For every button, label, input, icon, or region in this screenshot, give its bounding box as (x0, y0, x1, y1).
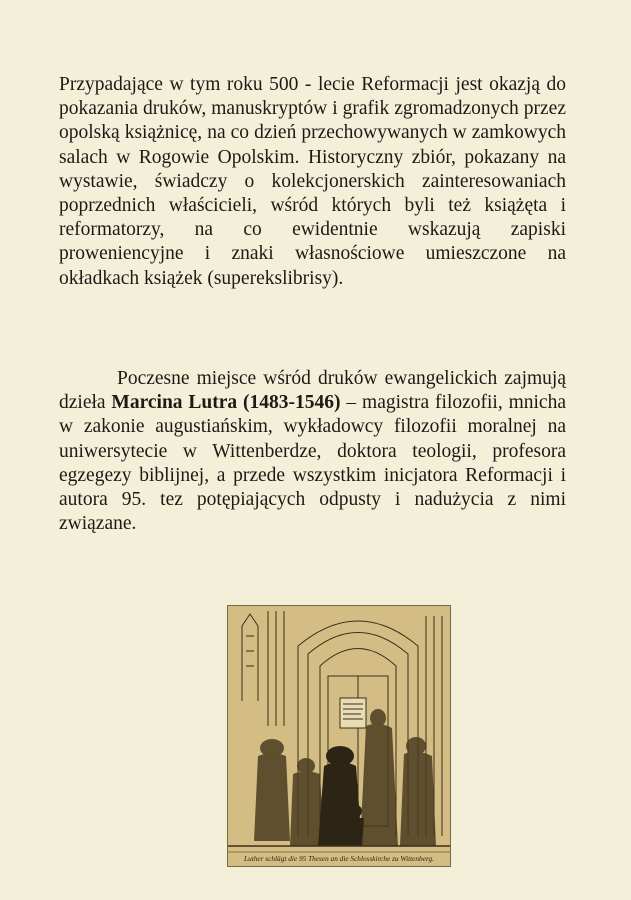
paragraph-luther-intro: Poczesne miejsce wśród druków ewangelickich zajmują dzieła (59, 368, 566, 414)
engraving-caption: Luther schlägt die 95 Thesen an die Schlosskirche zu Wittenberg. (244, 854, 434, 863)
luther-theses-engraving (227, 605, 451, 867)
paragraph-luther-works (59, 367, 566, 536)
paragraph-luther-rest: – magistra filozofii, mnicha w zakonie augustiańskim, wykładowcy filozofii moralnej na uniwersytecie w Wittenberdze, doktora teologii, profesora egzegezy biblijnej, a przede wszystkim inicjatora Reformacji i autora 95. tez potępiających odpusty i nadużycia z nimi związane. (59, 392, 566, 535)
paragraph-reformation-anniversary: Przypadające w tym roku 500 - lecie Reformacji jest okazją do pokazania druków, manuskryptów i grafik zgromadzonych przez opolską książnicę, na co dzień przechowywanych w zamkowych salach w Rogowie Opolskim. Historyczny zbiór, pokazany na wystawie, świadczy o kolekcjonerskich zainteresowaniach poprzednich właścicieli, wśród których byli też książęta i reformatorzy, na co ewidentnie wskazują zapiski proweniencyjne i znaki własnościowe umieszczone na okładkach książek (superekslibrisy). (59, 74, 566, 289)
luther-name-bold: Marcina Lutra (1483-1546) (111, 392, 341, 414)
engraving-illustration (228, 606, 451, 867)
